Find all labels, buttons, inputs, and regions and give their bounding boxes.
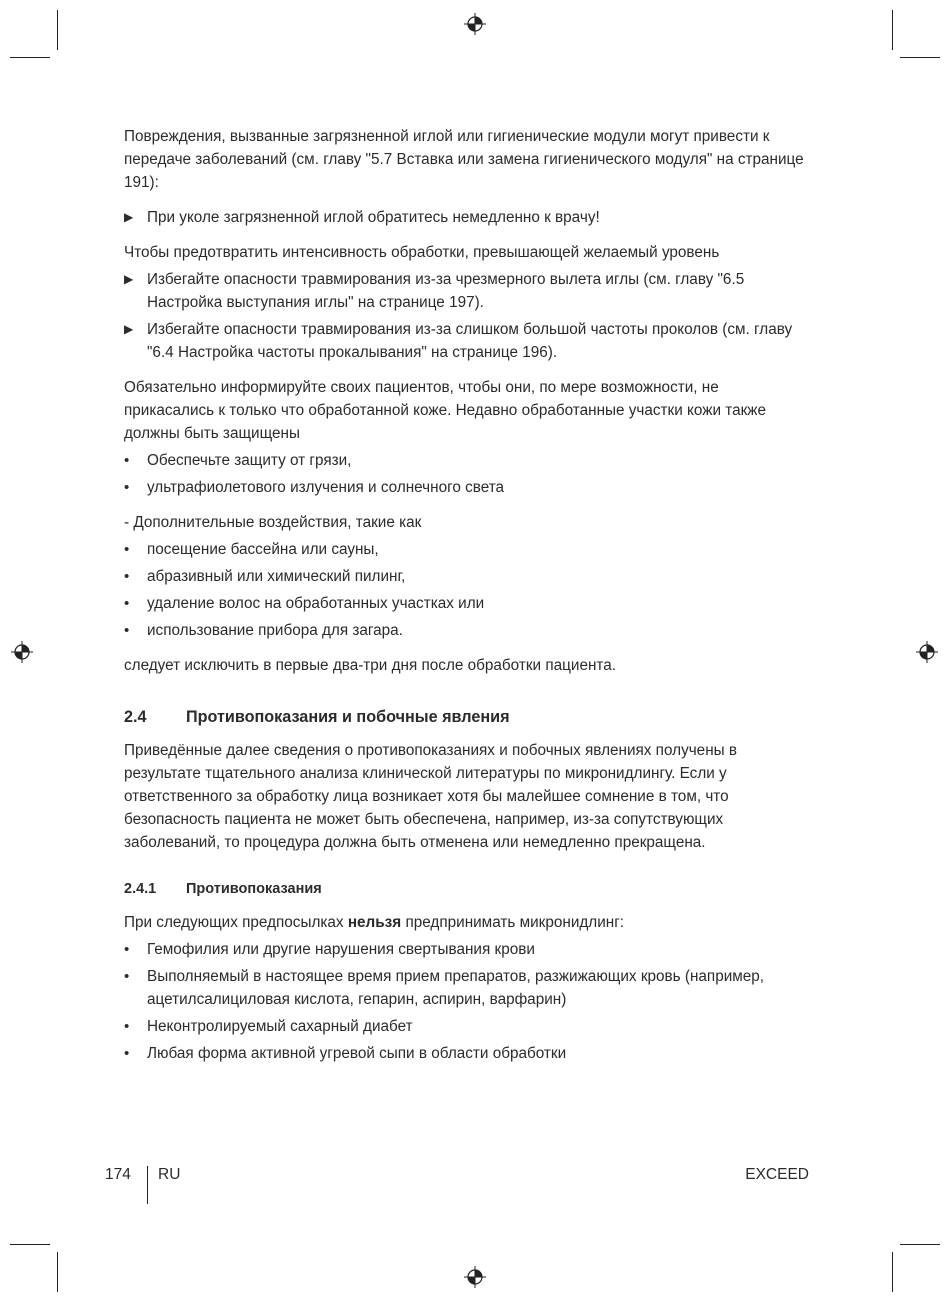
bullet-list-item (124, 449, 810, 472)
arrow-marker-icon: ▶ (124, 322, 134, 336)
arrow-marker-icon: ▶ (124, 210, 134, 224)
bullet-list-item (124, 476, 810, 499)
subsection-title: Противопоказания (186, 881, 322, 897)
list-item-text: Выполняемый в настоящее время прием препаратов, разжижающих кровь (например, ацетилсалициловая кислота, гепарин, аспирин, варфарин) (147, 968, 765, 1008)
registration-crosshair-icon (916, 641, 938, 663)
page-footer (103, 1166, 809, 1206)
paragraph: следует исключить в первые два-три дня после обработки пациента. (124, 657, 616, 674)
list-item-text: посещение бассейна или сауны, (147, 541, 379, 558)
bullet-list-item (124, 538, 810, 561)
list-item-text: использование прибора для загара. (147, 622, 403, 639)
subsection-number: 2.4.1 (124, 881, 157, 897)
bullet-marker-icon: • (124, 568, 130, 585)
brand-name: EXCEED (745, 1166, 809, 1183)
bullet-marker-icon: • (124, 452, 130, 469)
paragraph (124, 911, 810, 934)
bullet-list-item (124, 965, 810, 1011)
subsection-heading (124, 878, 810, 901)
bullet-list-item (124, 565, 810, 588)
crop-mark (900, 57, 940, 58)
intro-bold-text: нельзя (347, 914, 402, 931)
arrow-list-item (124, 206, 810, 229)
arrow-list-item (124, 318, 810, 364)
bullet-list-item (124, 592, 810, 615)
page-number: 174 (105, 1166, 131, 1183)
list-item-text: абразивный или химический пилинг, (147, 568, 406, 585)
crop-mark (10, 57, 50, 58)
footer-divider (147, 1166, 148, 1204)
bullet-marker-icon: • (124, 1018, 130, 1035)
list-item-text: Любая форма активной угревой сыпи в области обработки (147, 1045, 567, 1062)
language-code: RU (158, 1166, 181, 1183)
registration-crosshair-icon (464, 1266, 486, 1288)
bullet-marker-icon: • (124, 941, 130, 958)
list-item-text: ультрафиолетового излучения и солнечного света (147, 479, 505, 496)
page-body (124, 125, 810, 1069)
paragraph: Повреждения, вызванные загрязненной иглой или гигиенические модули могут привести к передаче заболеваний (см. главу "5.7 Вставка или замена гигиенического модуля" на странице 191): (124, 128, 804, 191)
list-item-text: Неконтролируемый сахарный диабет (147, 1018, 413, 1035)
bullet-list-item (124, 938, 810, 961)
list-item-text: Гемофилия или другие нарушения свертывания крови (147, 941, 535, 958)
crop-mark (892, 10, 893, 50)
section-number: 2.4 (124, 708, 147, 726)
crop-mark (892, 1252, 893, 1292)
section-title: Противопоказания и побочные явления (186, 708, 510, 726)
registration-crosshair-icon (11, 641, 33, 663)
bullet-list-item (124, 1042, 810, 1065)
bullet-marker-icon: • (124, 541, 130, 558)
arrow-list-item (124, 268, 810, 314)
crop-mark (57, 10, 58, 50)
intro-text: предпринимать микронидлинг: (401, 914, 625, 931)
paragraph: Чтобы предотвратить интенсивность обработки, превышающей желаемый уровень (124, 244, 720, 261)
list-item-text: Обеспечьте защиту от грязи, (147, 452, 352, 469)
crop-mark (900, 1244, 940, 1245)
bullet-marker-icon: • (124, 479, 130, 496)
bullet-marker-icon: • (124, 595, 130, 612)
bullet-list-item (124, 1015, 810, 1038)
bullet-marker-icon: • (124, 1045, 130, 1062)
arrow-marker-icon: ▶ (124, 272, 134, 286)
list-item-text: При уколе загрязненной иглой обратитесь немедленно к врачу! (147, 209, 600, 226)
list-item-text: Избегайте опасности травмирования из-за слишком большой частоты проколов (см. главу "6.4 Настройка частоты прокалывания" на странице 196). (147, 321, 793, 361)
bullet-list-item (124, 619, 810, 642)
intro-text: При следующих предпосылках (124, 914, 348, 931)
list-item-text: удаление волос на обработанных участках или (147, 595, 485, 612)
bullet-marker-icon: • (124, 968, 130, 985)
bullet-marker-icon: • (124, 622, 130, 639)
paragraph: - Дополнительные воздействия, такие как (124, 514, 422, 531)
crop-mark (10, 1244, 50, 1245)
paragraph: Приведённые далее сведения о противопоказаниях и побочных явлениях получены в результате тщательного анализа клинической литературы по микронидлингу. Если у ответственного за обработку лица возникает хотя бы малейшее сомнение в том, что безопасность пациента не может быть обеспечена, например, из-за сопутствующих заболеваний, то процедура должна быть отменена или немедленно прекращена. (124, 742, 738, 851)
crop-mark (57, 1252, 58, 1292)
list-item-text: Избегайте опасности травмирования из-за чрезмерного вылета иглы (см. главу "6.5 Настройка выступания иглы" на странице 197). (147, 271, 745, 311)
section-heading (124, 706, 810, 729)
registration-crosshair-icon (464, 13, 486, 35)
paragraph: Обязательно информируйте своих пациентов, чтобы они, по мере возможности, не прикасались к только что обработанной коже. Недавно обработанные участки кожи также должны быть защищены (124, 379, 767, 442)
